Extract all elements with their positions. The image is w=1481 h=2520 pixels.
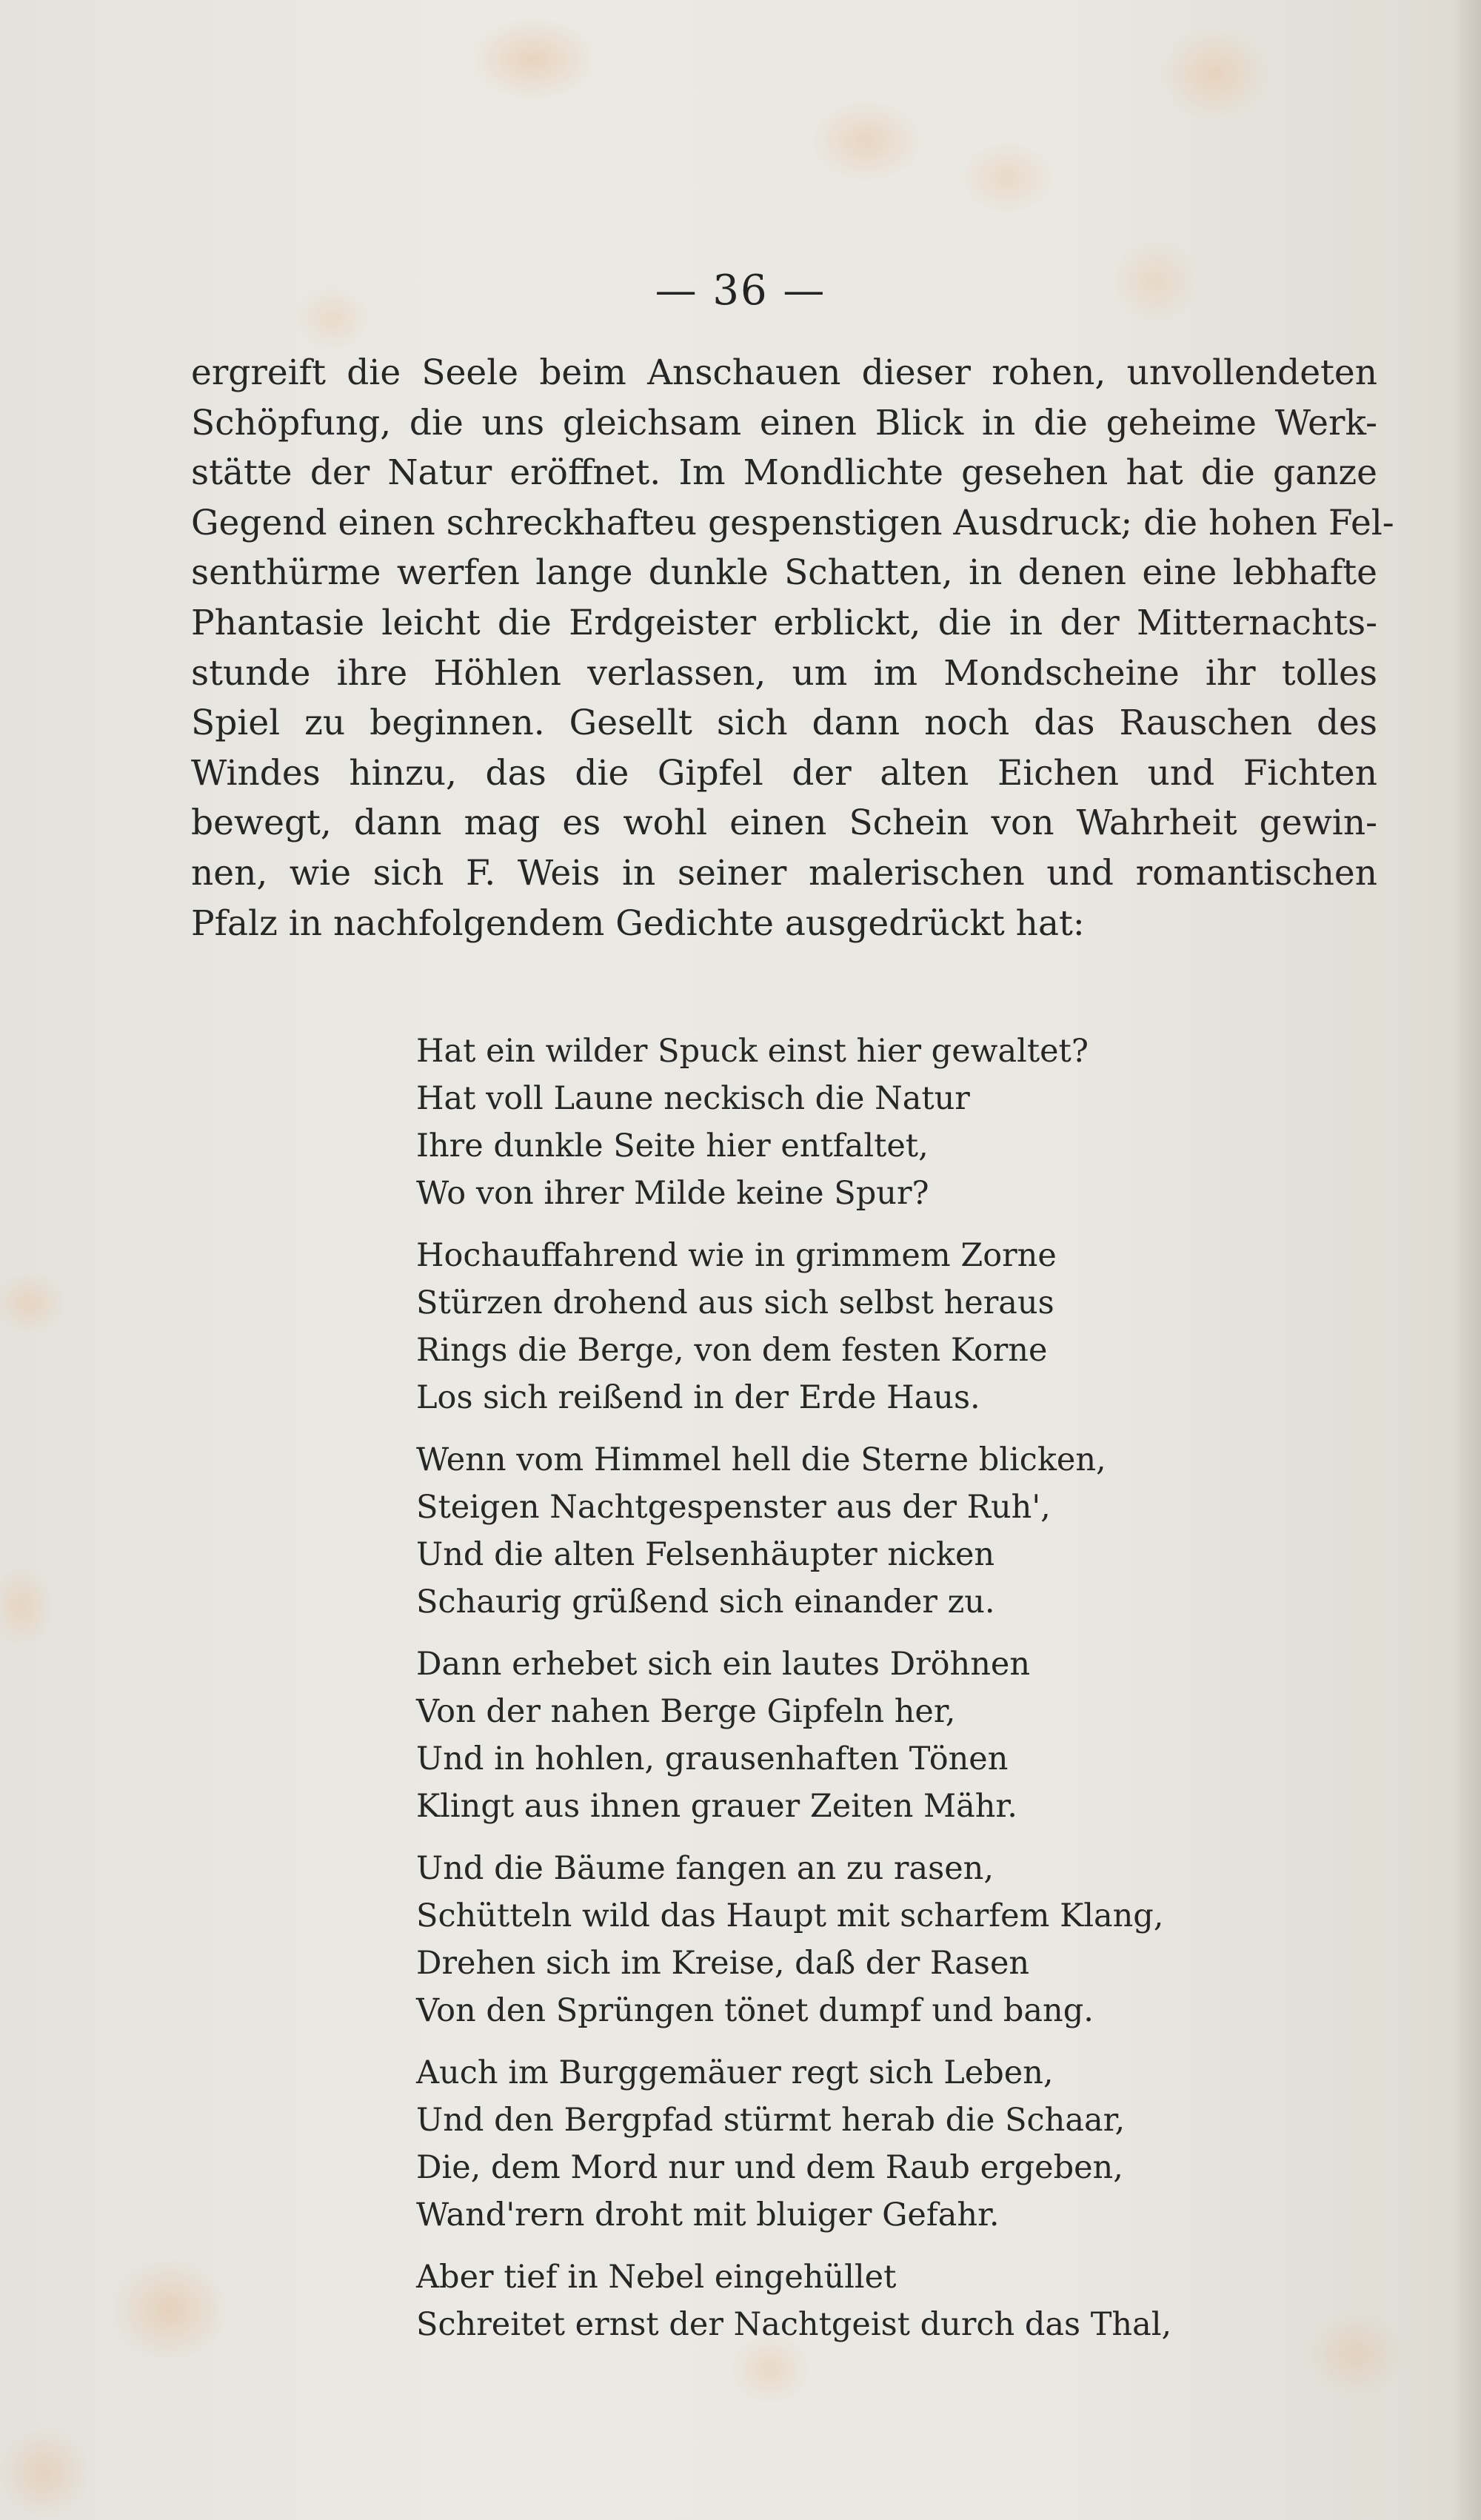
verse-line: Drehen sich im Kreise, daß der Rasen (416, 1945, 1030, 1982)
poem-stanza (416, 2253, 1342, 2348)
verse-line: Hat ein wilder Spuck einst hier gewaltet? (416, 1033, 1089, 1070)
verse-line: Und den Bergpfad stürmt herab die Schaar, (416, 2102, 1126, 2139)
prose-line: Gegend einen schreckhafteu gespenstigen Ausdruck; die hohen Fel- (191, 502, 1394, 543)
poem-stanza (416, 1232, 1342, 1421)
verse-line: Schütteln wild das Haupt mit scharfem Klang, (416, 1897, 1164, 1934)
verse-line: Von den Sprüngen tönet dumpf und bang. (416, 1992, 1094, 2029)
verse-line: Wenn vom Himmel hell die Sterne blicken, (416, 1441, 1106, 1478)
prose-line: Phantasie leicht die Erdgeister erblickt, die in der Mitternachts- (191, 602, 1377, 643)
verse-line: Los sich reißend in der Erde Haus. (416, 1379, 980, 1416)
verse-line: Rings die Berge, von dem festen Korne (416, 1332, 1048, 1369)
verse-line: Dann erhebet sich ein lautes Dröhnen (416, 1646, 1031, 1683)
verse-line: Und die alten Felsenhäupter nicken (416, 1536, 995, 1573)
poem-stanza (416, 1436, 1342, 1626)
prose-line: Windes hinzu, das die Gipfel der alten Eichen und Fichten (191, 752, 1377, 794)
verse-line: Auch im Burggemäuer regt sich Leben, (416, 2054, 1054, 2091)
verse-line: Ihre dunkle Seite hier entfaltet, (416, 1127, 929, 1165)
poem-stanza (416, 2049, 1342, 2239)
prose-line: stätte der Natur eröffnet. Im Mondlichte gesehen hat die ganze (191, 452, 1377, 494)
prose-line: nen, wie sich F. Weis in seiner malerischen und romantischen (191, 852, 1377, 894)
prose-paragraph (191, 348, 1394, 948)
verse-line: Schreitet ernst der Nachtgeist durch das Thal, (416, 2306, 1172, 2343)
verse-line: Klingt aus ihnen grauer Zeiten Mähr. (416, 1788, 1017, 1825)
page-number: — 36 — (655, 267, 826, 315)
poem (416, 1028, 1342, 2363)
verse-line: Die, dem Mord nur und dem Raub ergeben, (416, 2149, 1123, 2186)
verse-line: Aber tief in Nebel eingehüllet (416, 2259, 897, 2296)
verse-line: Hochauffahrend wie in grimmem Zorne (416, 1237, 1057, 1274)
poem-stanza (416, 1641, 1342, 1830)
prose-line: Pfalz in nachfolgendem Gedichte ausgedrückt hat: (191, 902, 1085, 944)
prose-line: senthürme werfen lange dunkle Schatten, in denen eine lebhafte (191, 552, 1377, 594)
poem-stanza (416, 1028, 1342, 1217)
prose-line: stunde ihre Höhlen verlassen, um im Mondscheine ihr tolles (191, 652, 1377, 694)
verse-line: Von der nahen Berge Gipfeln her, (416, 1693, 956, 1730)
poem-stanza (416, 1845, 1342, 2034)
verse-line: Und die Bäume fangen an zu rasen, (416, 1850, 994, 1887)
verse-line: Wand'rern droht mit bluiger Gefahr. (416, 2196, 1000, 2234)
verse-line: Schaurig grüßend sich einander zu. (416, 1584, 995, 1621)
page-gutter-shadow (1451, 0, 1481, 2520)
verse-line: Wo von ihrer Milde keine Spur? (416, 1175, 929, 1212)
prose-line: ergreift die Seele beim Anschauen dieser rohen, unvollendeten (191, 352, 1377, 393)
verse-line: Steigen Nachtgespenster aus der Ruh', (416, 1489, 1051, 1526)
prose-line: bewegt, dann mag es wohl einen Schein von Wahrheit gewin- (191, 802, 1377, 844)
prose-line: Schöpfung, die uns gleichsam einen Blick in die geheime Werk- (191, 402, 1377, 443)
prose-line: Spiel zu beginnen. Gesellt sich dann noch das Rauschen des (191, 703, 1377, 744)
verse-line: Stürzen drohend aus sich selbst heraus (416, 1284, 1054, 1321)
verse-line: Und in hohlen, grausenhaften Tönen (416, 1740, 1009, 1777)
verse-line: Hat voll Laune neckisch die Natur (416, 1080, 970, 1117)
